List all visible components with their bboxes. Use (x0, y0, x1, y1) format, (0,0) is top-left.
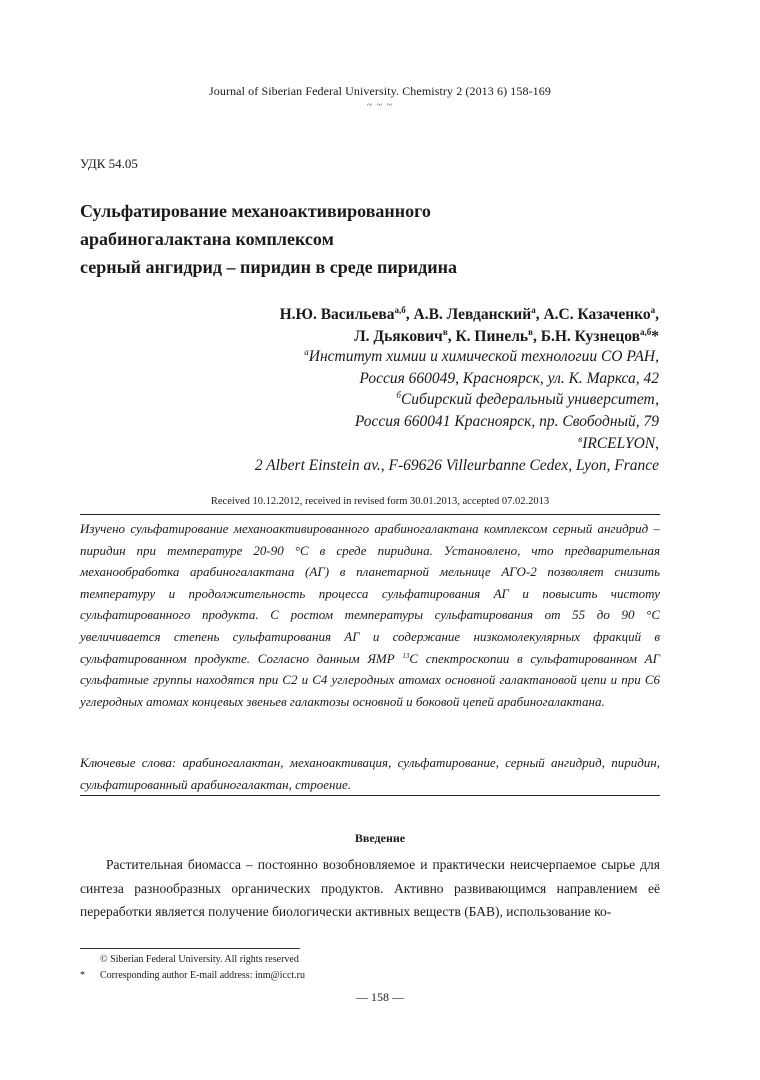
author-name: А.С. Казаченко (543, 306, 651, 323)
title-line: арабиногалактана комплексом (80, 229, 334, 249)
author-affiliation-mark: а (650, 305, 656, 315)
udk-code: УДК 54.05 (80, 156, 138, 171)
footnote (80, 968, 660, 984)
title-line: Сульфатирование механоактивированного (80, 201, 431, 221)
author-list (280, 304, 659, 348)
footnote-mark (80, 952, 100, 968)
author-line (280, 326, 659, 348)
article-title (80, 197, 680, 281)
received-dates: Received 10.12.2012, received in revised form 30.01.2013, accepted 07.02.2013 (210, 496, 550, 507)
abstract-bottom-rule (80, 795, 660, 796)
page-number: — 158 — (356, 990, 404, 1004)
author-name: К. Пинель (455, 328, 529, 345)
affiliation-line (255, 411, 659, 433)
affiliation-text: Сибирский федеральный университет, (400, 391, 659, 409)
header-separator: ~ ~ ~ (366, 100, 394, 111)
author-affiliation-mark: а,б (394, 305, 406, 315)
section-heading: Введение (354, 831, 406, 845)
affiliation-mark: б (396, 390, 401, 401)
affiliation-text: Институт химии и химической технологии СО РАН, (308, 348, 659, 365)
author-affiliation-mark: а (531, 305, 536, 315)
affiliation-text: Россия 660041 Красноярск, пр. Свободный, 79 (354, 413, 659, 431)
footnote-rule (80, 948, 300, 949)
affiliation-line (255, 368, 659, 390)
author-name: Б.Н. Кузнецов (540, 328, 640, 345)
affiliation-line (255, 346, 659, 368)
abstract-text: Изучено сульфатирование механоактивированного арабиногалактана комплексом серный ангидрид – пиридин при температуре 20-90 °С в среде пиридина. Установлено, что предварительная механообработка арабиногалактана (АГ) в планетарной мельнице АГО-2 позволяет снизить температуру и продолжительность процесса сульфатирования АГ и повысить чистоту сульфатированного продукта. С ростом температуры сульфатирования от 55 до 90 °С увеличивается степень сульфатирования АГ и содержание низкомолекулярных фракций в сульфатированном продукте. Согласно данным ЯМР (80, 521, 660, 666)
author-separator: , (405, 306, 414, 323)
footnote-text: © Siberian Federal University. All rights reserved (100, 954, 299, 965)
affiliation-text: IRCELYON, (582, 434, 659, 452)
author-separator: , (655, 306, 659, 323)
affiliation-mark: в (578, 433, 583, 444)
author-separator: * (651, 328, 659, 345)
footnote-text: Corresponding author E-mail address: inm@icct.ru (100, 969, 305, 981)
intro-paragraph: Растительная биомасса – постоянно возобновляемое и практически неисчерпаемое сырье для синтеза разнообразных органических продуктов. Активно развивающимся направлением её переработки является получение биологически активных веществ (БАВ), использование ко- (80, 857, 660, 919)
author-affiliation-mark: в (442, 327, 448, 337)
journal-header: Journal of Siberian Federal University. Chemistry 2 (2013 6) 158-169 (209, 84, 551, 98)
author-affiliation-mark: в (528, 327, 533, 337)
author-separator: , (535, 306, 544, 323)
affiliation-line (255, 433, 659, 455)
author-name: А.В. Левданский (413, 306, 532, 323)
abstract-top-rule (80, 514, 660, 515)
author-name: Н.Ю. Васильева (279, 306, 395, 323)
author-name: Л. Дьякович (354, 328, 443, 345)
abstract (80, 518, 660, 712)
author-separator: , (533, 328, 541, 345)
affiliation-line (255, 455, 659, 477)
abstract-text-continued: С спектроскопии в сульфатированном АГ сульфатные группы находятся при С2 и С4 углеродных атомах основной галактановой цепи и при С6 углеродных атомах концевых звеньев галактозы основной и боковой цепей арабиногалактана. (80, 650, 660, 709)
affiliations (255, 346, 659, 476)
title-line: серный ангидрид – пиридин в среде пиридина (80, 257, 458, 277)
affiliation-text: 2 Albert Einstein av., F-69626 Villeurbanne Cedex, Lyon, France (254, 456, 659, 474)
author-affiliation-mark: а,б (640, 327, 652, 337)
footnote (80, 952, 660, 968)
footnotes (80, 952, 660, 983)
footnote-mark: * (80, 969, 85, 981)
author-line (280, 304, 659, 326)
isotope-superscript: 13 (402, 651, 410, 660)
affiliation-line (255, 389, 659, 411)
author-separator: , (447, 328, 456, 345)
affiliation-text: Россия 660049, Красноярск, ул. К. Маркса, 42 (359, 369, 659, 387)
affiliation-mark: а (304, 347, 309, 357)
keywords: Ключевые слова: арабиногалактан, механоактивация, сульфатирование, серный ангидрид, пиридин, сульфатированный арабиногалактан, строение. (80, 755, 660, 792)
